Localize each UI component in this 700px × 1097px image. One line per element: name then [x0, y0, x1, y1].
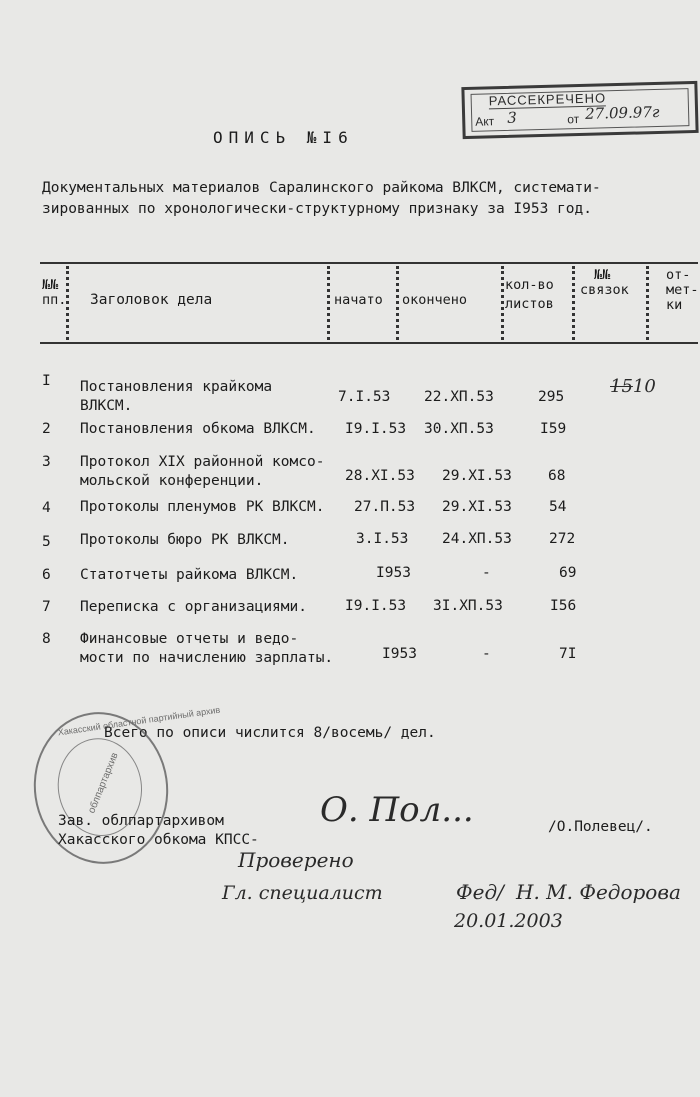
row-end: 29.XI.53 [442, 499, 512, 515]
signature-name: /О.Полевец/. [548, 819, 653, 835]
row-num: 7 [42, 599, 51, 615]
bundle-note-old: 15 [610, 376, 633, 397]
header-bundle [580, 268, 629, 298]
row-title: Переписка с организациями. [80, 599, 307, 615]
signature-position [58, 812, 259, 850]
header-bundle-line: связок [580, 282, 629, 298]
row-sheets: 7I [559, 646, 577, 662]
header-notes-line: мет- [666, 282, 699, 298]
header-sheets-line: кол-во [505, 277, 554, 293]
header-sheets [505, 278, 554, 312]
row-num: 3 [42, 454, 51, 470]
row-title-line: Протокол XIX районной комсо- [80, 454, 325, 470]
row-end: 29.XI.53 [442, 468, 512, 484]
total-line: Всего по описи числится 8/восемь/ дел. [104, 725, 436, 741]
round-stamp-outer-text: Хакасский областной партийный архив [57, 704, 221, 738]
row-title [80, 378, 272, 416]
row-end: 22.ХП.53 [424, 389, 494, 405]
header-bundle-line: №№ [594, 267, 611, 283]
header-end: окончено [402, 292, 468, 308]
row-start: 28.XI.53 [345, 468, 415, 484]
document-subtitle [42, 178, 601, 220]
row-sheets: 272 [549, 531, 576, 547]
row-title: Статотчеты райкома ВЛКСМ. [80, 567, 299, 583]
column-separator [646, 266, 649, 340]
row-start: I9.I.53 [345, 421, 407, 437]
row-sheets: I56 [550, 598, 577, 614]
declassified-stamp [461, 81, 698, 139]
row-num: 5 [42, 534, 51, 550]
stamp-title: РАССЕКРЕЧЕНО [488, 90, 607, 109]
row-end: 24.ХП.53 [442, 531, 512, 547]
row-start: I953 [376, 565, 411, 581]
signature-position-line: Зав. облпартархивом [58, 813, 224, 829]
row-sheets: 69 [559, 565, 577, 581]
header-title: Заголовок дела [90, 292, 213, 308]
row-end: - [482, 565, 491, 581]
row-num: 8 [42, 631, 51, 647]
column-separator [572, 266, 575, 340]
column-separator [327, 266, 330, 340]
stamp-act-number: 3 [506, 108, 517, 127]
row-title [80, 630, 333, 668]
verification-sign: Фед/ [456, 880, 504, 904]
column-separator [501, 266, 504, 340]
row-title: Постановления обкома ВЛКСМ. [80, 421, 316, 437]
row-title-line: Постановления крайкома [80, 379, 273, 395]
stamp-date: 27.09.97г [584, 102, 660, 123]
header-start: начато [334, 292, 383, 308]
stamp-act-label: Акт [475, 114, 495, 129]
bundle-note-new: 10 [632, 376, 656, 397]
verification-role: Гл. специалист [222, 882, 383, 904]
table-top-rule [40, 262, 698, 264]
document-title: ОПИСЬ №I6 [213, 128, 354, 147]
row-sheets: 54 [549, 499, 567, 515]
row-start: I9.I.53 [345, 598, 407, 614]
verification-name: Н. М. Федорова [516, 880, 681, 904]
row-title [80, 453, 324, 491]
stamp-date-label: от [567, 112, 580, 127]
header-num [42, 278, 66, 308]
header-notes [666, 268, 699, 313]
row-title: Протоколы пленумов РК ВЛКСМ. [80, 499, 325, 515]
subtitle-line: Документальных материалов Саралинского райкома ВЛКСМ, системати- [42, 180, 601, 196]
row-start: 3.I.53 [356, 531, 409, 547]
signature-position-line: Хакасского обкома КПСС- [58, 832, 259, 848]
header-notes-line: от- [666, 267, 691, 283]
verification-checked: Проверено [238, 848, 354, 872]
row-start: 7.I.53 [338, 389, 391, 405]
subtitle-line: зированных по хронологически-структурному признаку за I953 год. [42, 201, 592, 217]
row-sheets: 295 [538, 389, 565, 405]
header-num-line: пп. [42, 292, 67, 308]
row-start: 27.П.53 [354, 499, 416, 515]
row-title: Протоколы бюро РК ВЛКСМ. [80, 532, 290, 548]
row-title-line: мольской конференции. [80, 473, 264, 489]
row-end: 3I.ХП.53 [433, 598, 503, 614]
row-end: 30.ХП.53 [424, 421, 494, 437]
header-num-line: №№ [42, 277, 59, 293]
bundle-note [610, 376, 656, 397]
table-header-rule [40, 342, 698, 344]
row-sheets: 68 [548, 468, 566, 484]
row-end: - [482, 646, 491, 662]
row-title-line: ВЛКСМ. [80, 398, 133, 414]
row-num: I [42, 373, 51, 389]
header-sheets-line: листов [505, 296, 554, 312]
column-separator [66, 266, 69, 340]
row-title-line: мости по начислению зарплаты. [80, 650, 334, 666]
verification-date: 20.01.2003 [454, 910, 563, 932]
row-start: I953 [382, 646, 417, 662]
header-notes-line: ки [666, 297, 683, 313]
row-num: 4 [42, 500, 51, 516]
row-title-line: Финансовые отчеты и ведо- [80, 631, 299, 647]
row-num: 6 [42, 567, 51, 583]
column-separator [396, 266, 399, 340]
handwritten-signature: О. Пол... [320, 790, 474, 830]
row-num: 2 [42, 421, 51, 437]
row-sheets: I59 [540, 421, 567, 437]
round-stamp-inner-text: облпартархив [86, 751, 121, 816]
